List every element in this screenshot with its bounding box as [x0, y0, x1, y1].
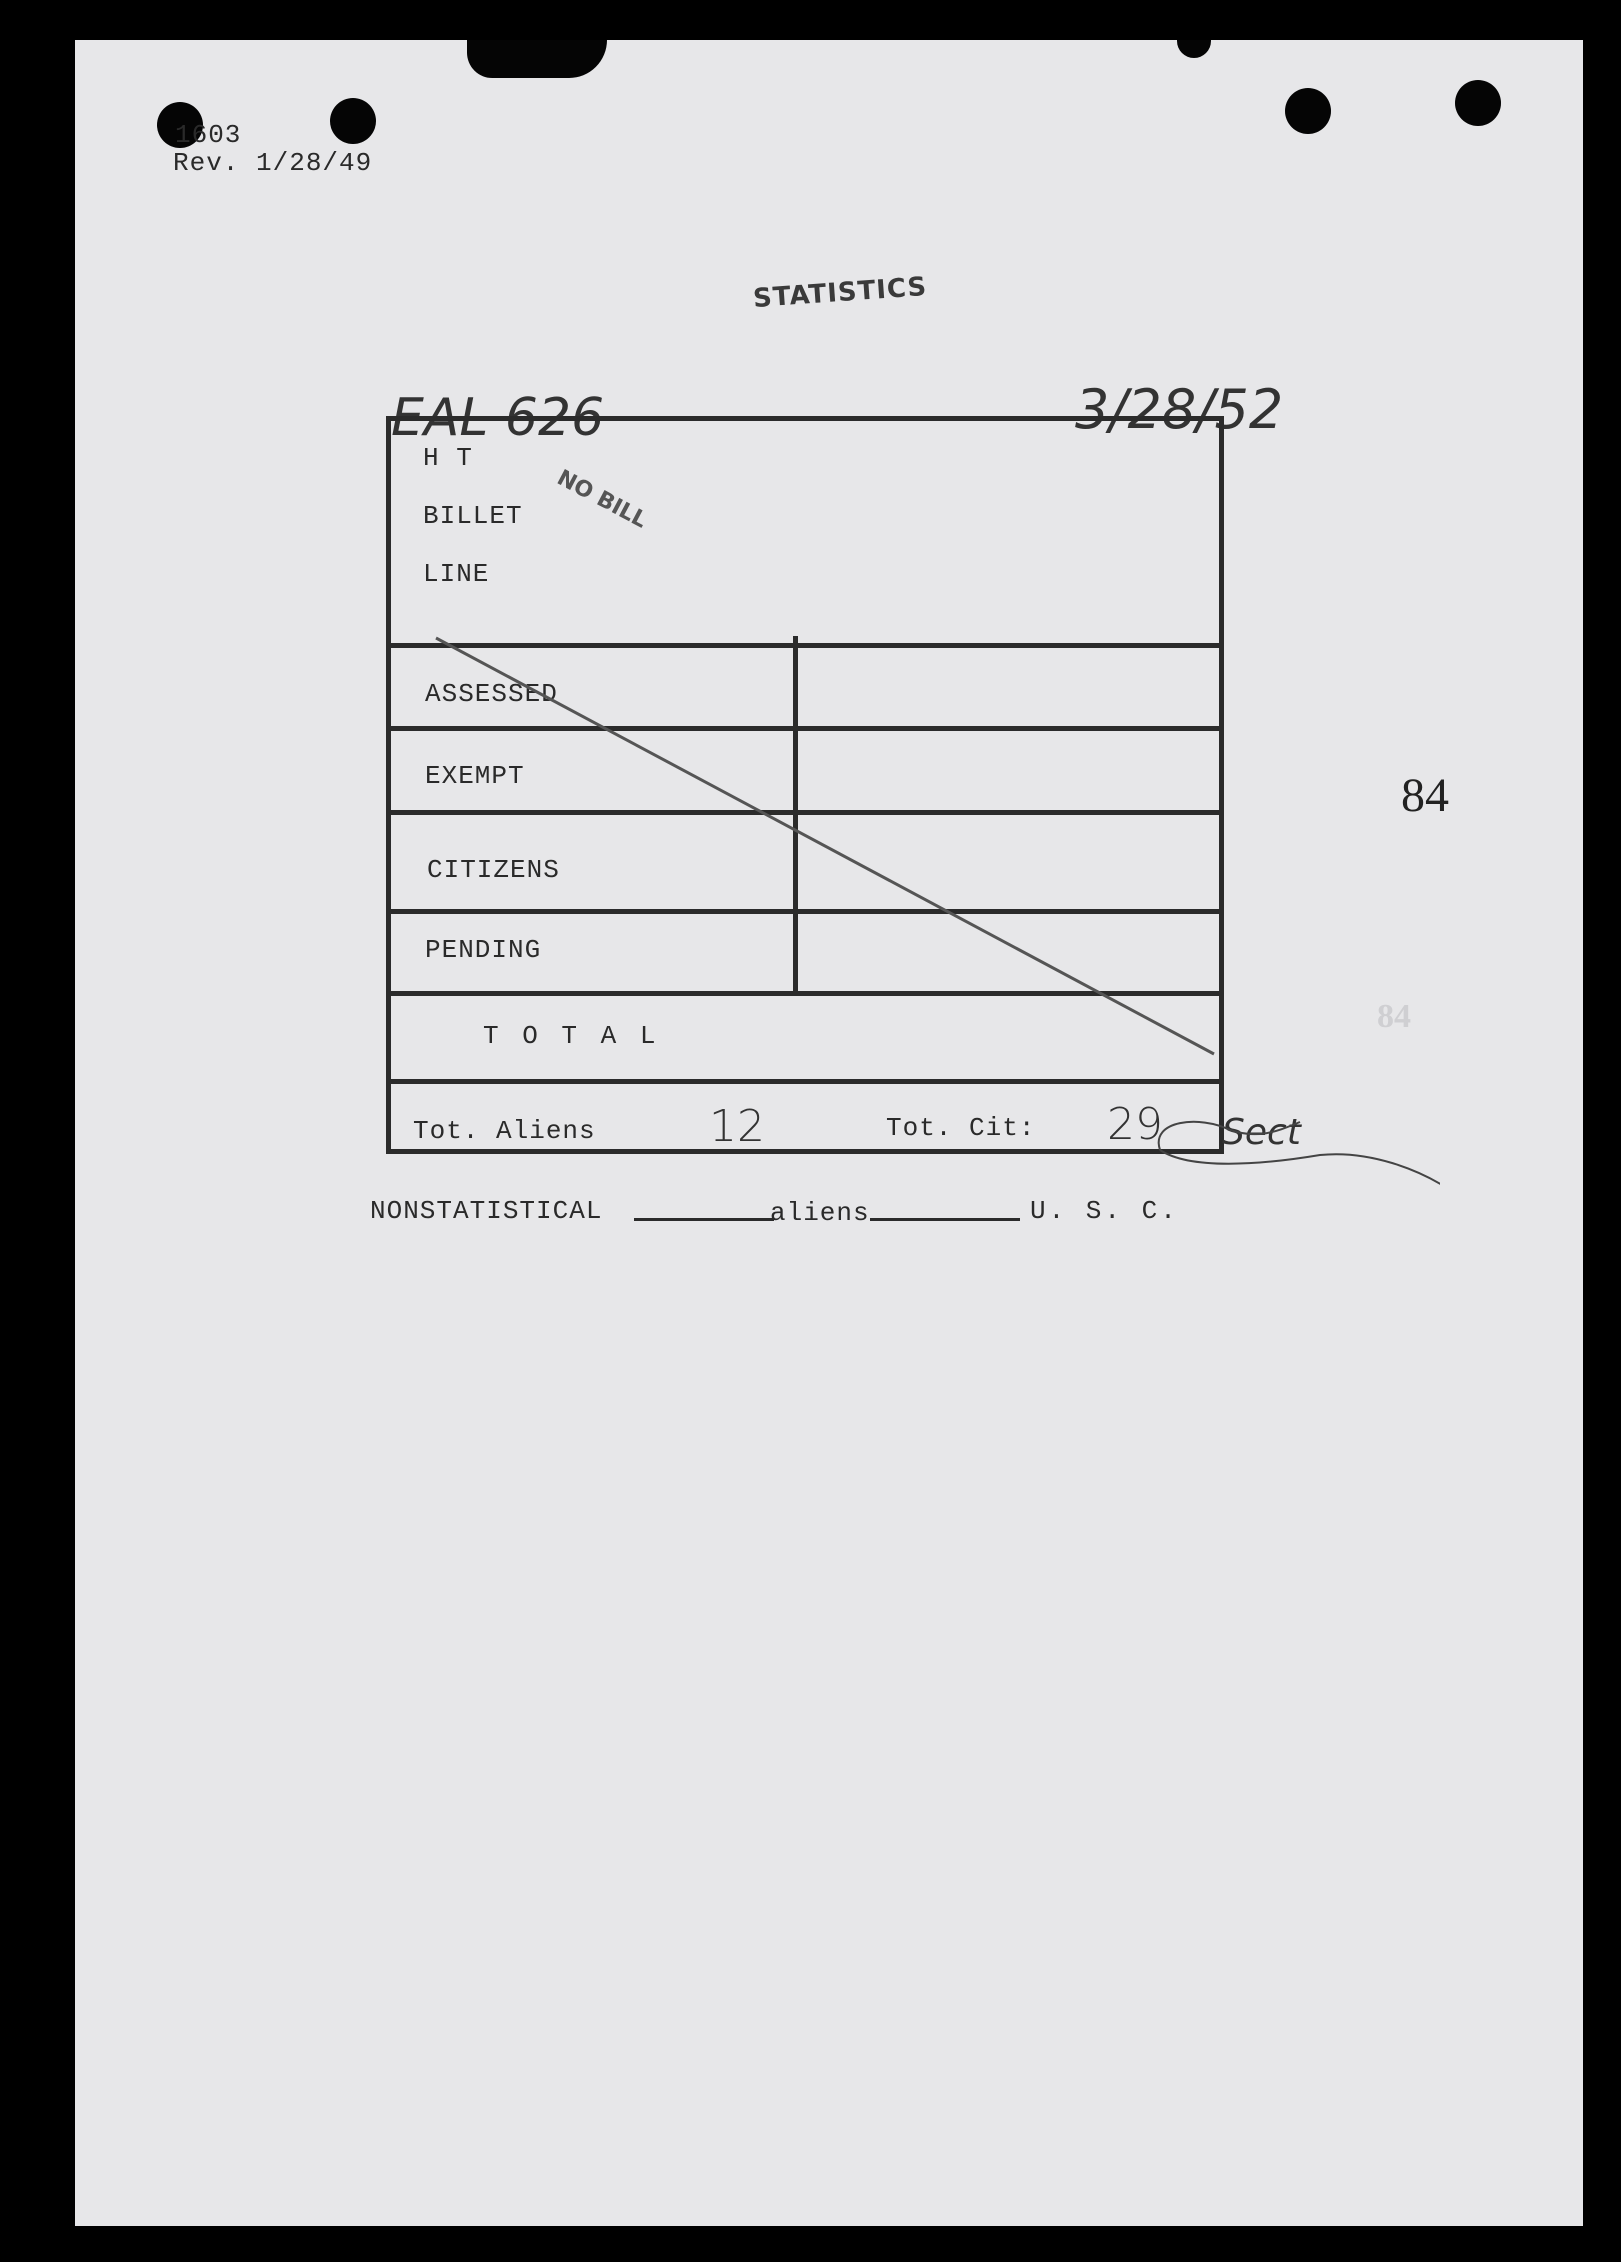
header-line-billet: BILLET	[423, 501, 523, 531]
handwritten-initials: Sect	[1222, 1112, 1301, 1153]
header-line-ht: H T	[423, 443, 473, 473]
aliens-label: aliens	[770, 1198, 870, 1228]
tot-citizens-value: 29	[1107, 1099, 1163, 1150]
handwritten-id: EAL 626	[391, 388, 605, 448]
revision-date: Rev. 1/28/49	[173, 148, 373, 178]
form-number: 1603	[175, 120, 242, 150]
row-label-assessed: ASSESSED	[425, 679, 558, 709]
tot-aliens-value: 12	[709, 1101, 765, 1152]
row-label-exempt: EXEMPT	[425, 761, 525, 791]
aliens-blank-line	[634, 1218, 774, 1221]
punch-hole	[330, 98, 376, 144]
punch-hole	[1455, 80, 1501, 126]
page-number: 84	[1401, 769, 1449, 822]
paper-tear	[1177, 40, 1211, 58]
signature-swoosh	[1140, 1110, 1440, 1210]
no-bill-stamp: NO BILL	[552, 465, 651, 534]
punch-hole	[1285, 88, 1331, 134]
usc-blank-line	[870, 1218, 1020, 1221]
total-label: T O T A L	[483, 1021, 660, 1051]
pencil-strike-line	[386, 416, 1224, 1154]
statistics-form-box	[386, 416, 1224, 1154]
nonstatistical-label: NONSTATISTICAL	[370, 1196, 603, 1226]
row-label-citizens: CITIZENS	[427, 855, 560, 885]
statistics-stamp: STATISTICS	[752, 271, 929, 315]
usc-label: U. S. C.	[1030, 1196, 1179, 1226]
handwritten-date: 3/28/52	[1075, 378, 1284, 441]
row-label-pending: PENDING	[425, 935, 542, 965]
header-line-line: LINE	[423, 559, 490, 589]
faded-page-number: 84	[1377, 998, 1411, 1035]
paper-tear	[467, 40, 607, 78]
tot-citizens-label: Tot. Cit:	[886, 1113, 1036, 1143]
tot-aliens-label: Tot. Aliens	[413, 1116, 596, 1146]
